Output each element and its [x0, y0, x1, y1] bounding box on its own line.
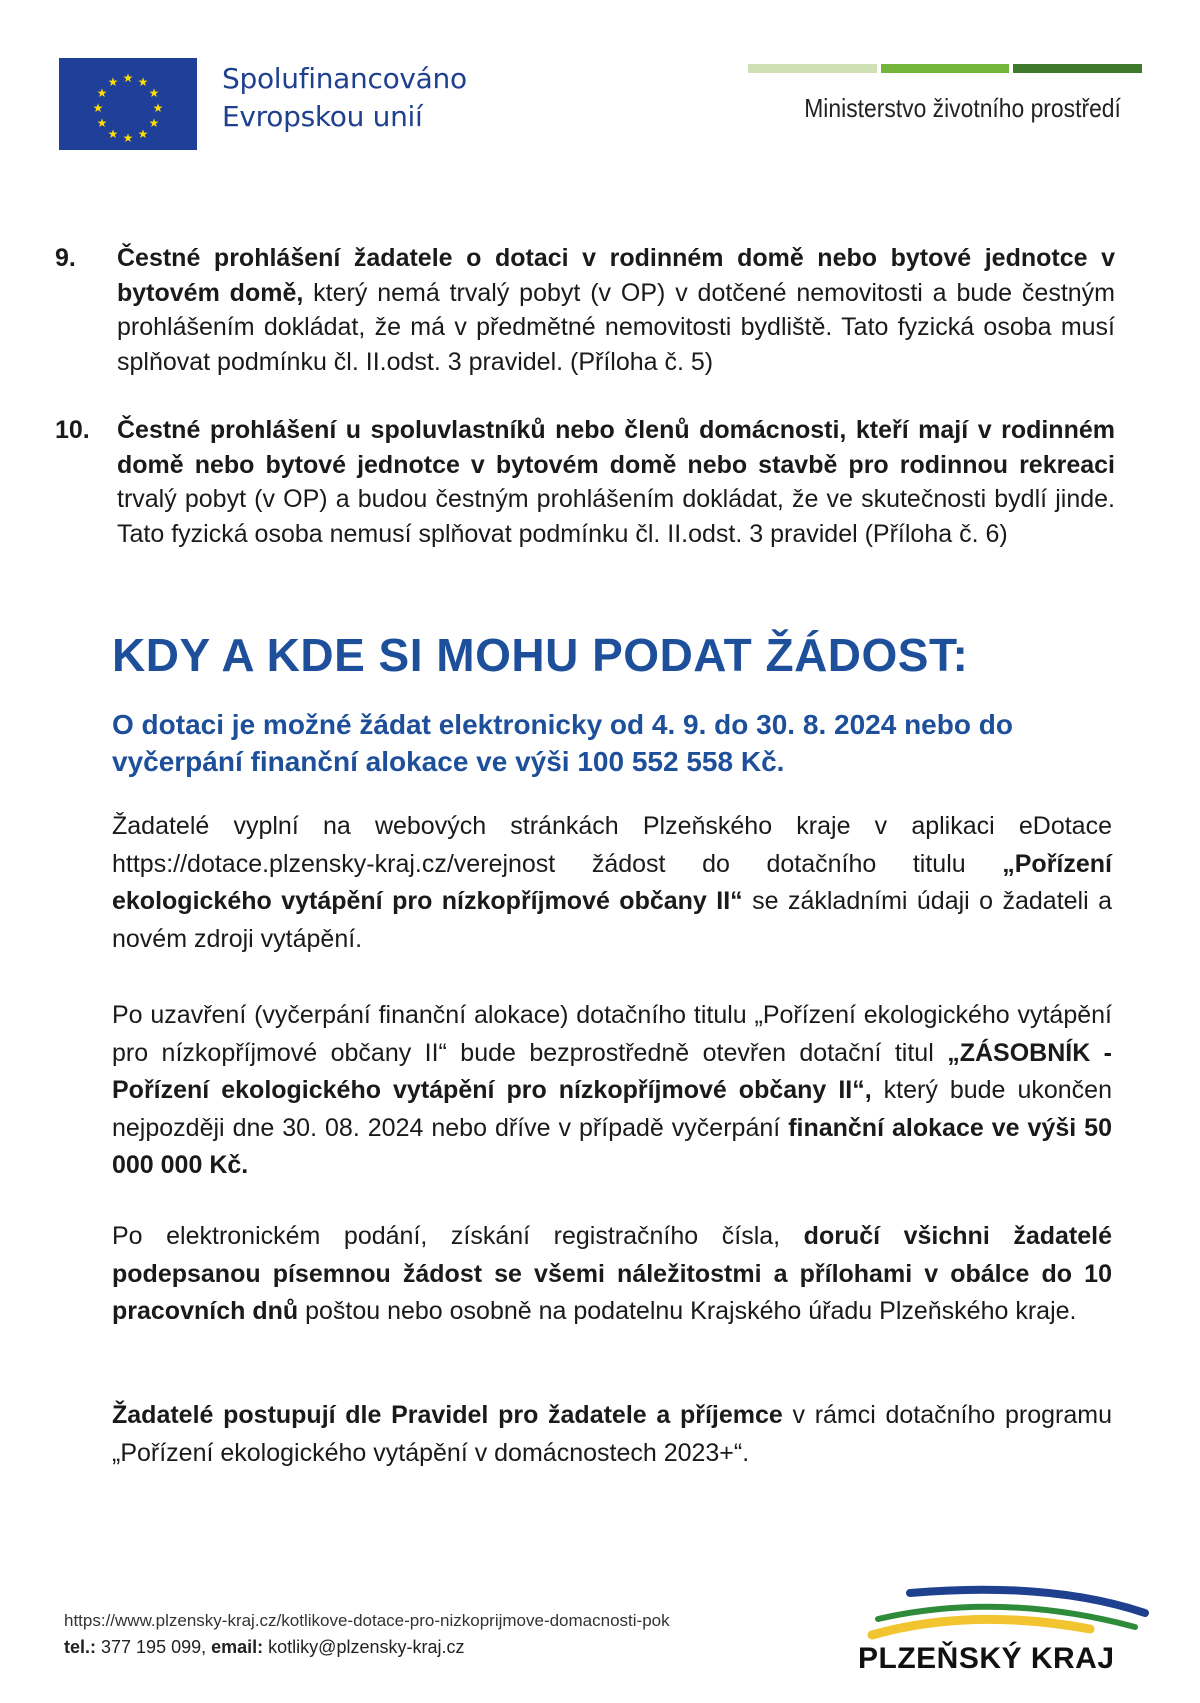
bar-light	[748, 64, 877, 73]
svg-text:★: ★	[152, 101, 164, 115]
section-heading: KDY A KDE SI MOHU PODAT ŽÁDOST:	[112, 629, 969, 681]
svg-text:★: ★	[107, 75, 119, 89]
footer-contact-line	[64, 1634, 670, 1660]
ministry-name: Ministerstvo životního prostředí	[804, 93, 1121, 123]
para-text: se základními údaji o žadateli a novém zdroji vytápění.	[112, 887, 1112, 953]
eu-label-line1: Spolufinancováno	[222, 62, 467, 95]
section-subheading: O dotaci je možné žádat elektronicky od 4. 9. do 30. 8. 2024 nebo do vyčerpání finanční alokace ve výši 100 552 558 Kč.	[112, 709, 1013, 777]
svg-text:★: ★	[96, 86, 108, 100]
ministry-logo	[748, 64, 1142, 124]
email-label: email:	[211, 1637, 264, 1657]
para-text: v rámci dotačního programu „Pořízení ekologického vytápění v domácnostech 2023+“.	[112, 1401, 1112, 1467]
footer-url-link[interactable]: https://www.plzensky-kraj.cz/kotlikove-dotace-pro-nizkoprijmove-domacnosti-pok	[64, 1611, 670, 1630]
list-item-10	[55, 413, 1115, 551]
svg-text:★: ★	[92, 101, 104, 115]
svg-text:★: ★	[107, 127, 119, 141]
svg-text:★: ★	[137, 127, 149, 141]
eu-label-line2: Evropskou unií	[222, 100, 423, 133]
bar-dark	[1013, 64, 1142, 73]
paragraph-rules	[112, 1397, 1112, 1472]
paragraph-reservoir	[112, 997, 1112, 1185]
paragraph-application	[112, 808, 1112, 958]
svg-text:★: ★	[148, 116, 160, 130]
svg-text:★: ★	[122, 71, 134, 85]
ministry-color-bars	[748, 64, 1142, 73]
para-text: Po uzavření (vyčerpání finanční alokace) dotačního titulu „Pořízení ekologického vytápění pro nízkopříjmové občany II“ bude bezprostředně otevřen dotační titul	[112, 1001, 1112, 1067]
para-text: Žadatelé vyplní na webových stránkách Plzeňského kraje v aplikaci eDotace https://dotace.plzensky-kraj.cz/verejnost žádost do dotačního titulu	[112, 812, 1112, 878]
para-text: který bude ukončen nejpozději dne 30. 08. 2024 nebo dříve v případě vyčerpání	[112, 1076, 1112, 1142]
para-bold: finanční alokace ve výši 50 000 000 Kč.	[112, 1113, 1112, 1179]
item-text: trvalý pobyt (v OP) a budou čestným prohlášením dokládat, že ve skutečnosti bydlí jinde. Tato fyzická osoba nemusí splňovat podmínku čl. II.odst. 3 pravidel (Příloha č. 6)	[117, 485, 1115, 548]
paragraph-delivery	[112, 1218, 1112, 1331]
para-bold: „Pořízení ekologického vytápění pro nízkopříjmové občany II“	[112, 849, 1112, 915]
item-number: 9.	[55, 244, 76, 272]
item-text: který nemá trvalý pobyt (v OP) v dotčené nemovitosti a bude čestným prohlášením dokládat, že má v předmětné nemovitosti bydliště. Tato fyzická osoba musí splňovat podmínku čl. II.odst. 3 pravidel. (Příloha č. 5)	[117, 278, 1115, 376]
svg-text:★: ★	[137, 75, 149, 89]
bar-mid	[881, 64, 1010, 73]
svg-text:★: ★	[96, 116, 108, 130]
footer-contact	[64, 1608, 670, 1660]
svg-text:★: ★	[122, 131, 134, 145]
email-link[interactable]: kotliky@plzensky-kraj.cz	[263, 1637, 465, 1657]
eu-cofinanced-label	[222, 60, 467, 136]
plzensky-kraj-logo-text: PLZEŇSKÝ KRAJ	[858, 1642, 1115, 1675]
para-bold: doručí všichni žadatelé podepsanou písemnou žádost se všemi náležitostmi a přílohami v obálce do 10 pracovních dnů	[112, 1222, 1112, 1325]
item-bold-text: Čestné prohlášení žadatele o dotaci v rodinném domě nebo bytové jednotce v bytovém domě,	[117, 244, 1115, 307]
para-bold: „ZÁSOBNÍK - Pořízení ekologického vytápění pro nízkopříjmové občany II“,	[112, 1038, 1112, 1104]
eu-flag-icon	[59, 58, 197, 150]
list-item-9	[55, 241, 1115, 379]
tel-label: tel.:	[64, 1637, 97, 1657]
eu-flag-logo	[59, 58, 197, 150]
para-text: Po elektronickém podání, získání registračního čísla,	[112, 1222, 804, 1250]
item-bold-text: Čestné prohlášení u spoluvlastníků nebo členů domácnosti, kteří mají v rodinném domě nebo bytové jednotce v bytovém domě nebo stavbě pro rodinnou rekreaci	[117, 416, 1115, 479]
para-bold: Žadatelé postupují dle Pravidel pro žadatele a příjemce	[112, 1401, 783, 1429]
para-text: poštou nebo osobně na podatelnu Krajského úřadu Plzeňského kraje.	[298, 1297, 1077, 1325]
svg-text:★: ★	[148, 86, 160, 100]
item-number: 10.	[55, 416, 90, 444]
tel-value[interactable]: 377 195 099,	[96, 1637, 212, 1657]
